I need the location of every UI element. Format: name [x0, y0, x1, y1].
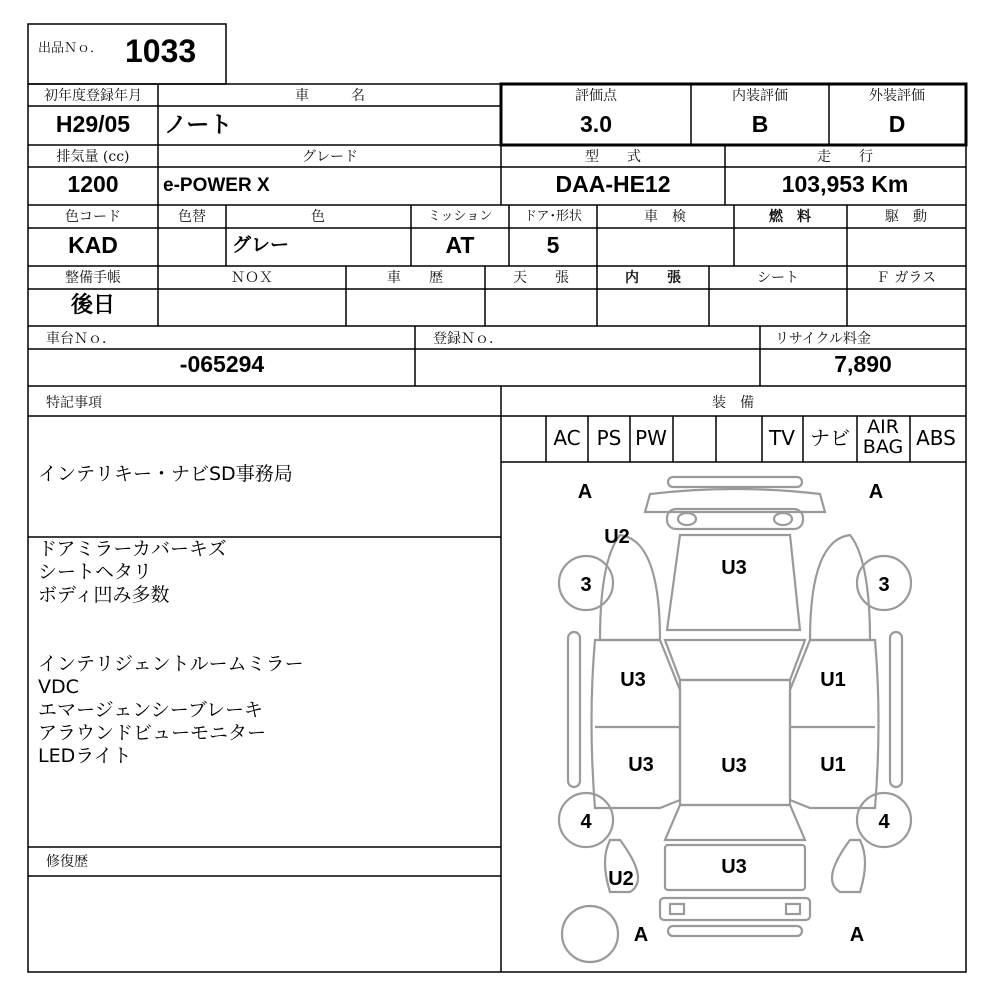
repair-history-label: 修復歴	[46, 854, 88, 870]
notes-line: エマージェンシーブレーキ	[38, 699, 264, 721]
fuel-label: 燃 料	[769, 209, 811, 225]
damage-front-door-left: U3	[620, 669, 646, 691]
lot-number-label: 出品Ｎｏ．	[38, 41, 104, 56]
score-value: 3.0	[580, 111, 612, 137]
door-label: ドア･形状	[523, 209, 583, 224]
first-registration-label: 初年度登録年月	[44, 88, 142, 104]
notes-line: ボディ凹み多数	[38, 584, 170, 606]
color-code-value: KAD	[68, 232, 118, 258]
damage-rear-tire-left: 4	[580, 811, 592, 833]
damage-front-door-right: U1	[820, 669, 846, 691]
drive-label: 駆 動	[885, 209, 927, 225]
equipment-label: 装 備	[712, 395, 754, 411]
notes-line: VDC	[38, 676, 79, 698]
exterior-grade-value: D	[888, 111, 906, 137]
ceiling-label: 天 張	[513, 270, 569, 286]
grade-value: e-POWER X	[163, 175, 270, 196]
color-value: グレー	[232, 235, 290, 256]
notes-line: インテリキー・ナビSD事務局	[38, 463, 293, 485]
maintenance-label: 整備手帳	[65, 270, 121, 286]
notes-line: ドアミラーカバーキズ	[38, 538, 227, 560]
damage-trunk: U3	[721, 856, 747, 878]
notes-block-defects	[38, 538, 227, 607]
grade-label: グレード	[302, 149, 358, 165]
equipment-pw: PW	[635, 426, 667, 450]
damage-front-bumper-left: U2	[604, 526, 630, 548]
notes-line: アラウンドビューモニター	[38, 722, 267, 744]
inner-panel-label: 内 張	[625, 270, 681, 286]
chassis-label: 車台Ｎｏ．	[46, 331, 116, 347]
score-label: 評価点	[575, 88, 617, 104]
damage-roof: U3	[721, 755, 747, 777]
mission-label: ミッション	[427, 209, 493, 224]
damage-rear-right: A	[849, 924, 865, 946]
equipment-ps: PS	[596, 426, 622, 450]
car-name-label: 車 名	[295, 88, 365, 104]
equipment-navi: ナビ	[810, 426, 850, 450]
equipment-air: AIR	[867, 416, 899, 438]
equipment-abs: ABS	[916, 426, 956, 450]
history-label: 車 歴	[387, 270, 443, 286]
displacement-value: 1200	[67, 171, 119, 197]
damage-front-left: A	[577, 481, 593, 503]
equipment-bag: BAG	[862, 436, 904, 458]
notes-block-features	[38, 653, 304, 768]
recycle-value: 7,890	[834, 351, 892, 377]
seat-label: シート	[757, 270, 799, 286]
recycle-label: リサイクル料金	[775, 331, 872, 347]
mission-value: AT	[445, 232, 475, 258]
model-label: 型 式	[585, 149, 641, 165]
exterior-grade-label: 外装評価	[869, 88, 925, 104]
repaint-label: 色替	[178, 209, 206, 225]
equipment-ac: AC	[553, 426, 581, 450]
mileage-value: 103,953 Km	[781, 171, 909, 197]
chassis-value: -065294	[179, 351, 265, 377]
damage-rear-bumper-left: U2	[608, 868, 634, 890]
interior-grade-label: 内装評価	[732, 88, 788, 104]
damage-rear-door-right: U1	[820, 754, 846, 776]
notes-line: インテリジェントルームミラー	[38, 653, 304, 675]
damage-front-right: A	[868, 481, 884, 503]
damage-hood: U3	[721, 557, 747, 579]
equipment-tv: TV	[769, 426, 795, 450]
mileage-label: 走 行	[817, 149, 873, 165]
maintenance-value: 後日	[70, 293, 116, 318]
damage-front-tire-left: 3	[580, 574, 592, 596]
damage-rear-tire-right: 4	[878, 811, 890, 833]
interior-grade-value: B	[751, 111, 769, 137]
damage-rear-door-left: U3	[628, 754, 654, 776]
color-label: 色	[311, 209, 325, 225]
lot-number: 1033	[125, 33, 197, 69]
notes-line: シートヘタリ	[38, 561, 153, 583]
registration-label: 登録Ｎｏ．	[433, 331, 503, 347]
inspection-label: 車 検	[644, 209, 686, 225]
model-value: DAA-HE12	[555, 171, 671, 197]
notes-line: LEDライト	[38, 745, 132, 767]
notes-label: 特記事項	[46, 395, 102, 411]
damage-rear-left: A	[633, 924, 649, 946]
front-glass-label: Ｆ ガラス	[875, 270, 937, 286]
first-registration-value: H29/05	[55, 111, 131, 137]
color-code-label: 色コード	[65, 209, 121, 225]
car-name-value: ノート	[164, 111, 233, 137]
displacement-label: 排気量 (cc)	[56, 149, 130, 165]
damage-front-tire-right: 3	[878, 574, 890, 596]
nox-label: ＮＯＸ	[231, 270, 273, 286]
door-value: 5	[546, 232, 560, 258]
